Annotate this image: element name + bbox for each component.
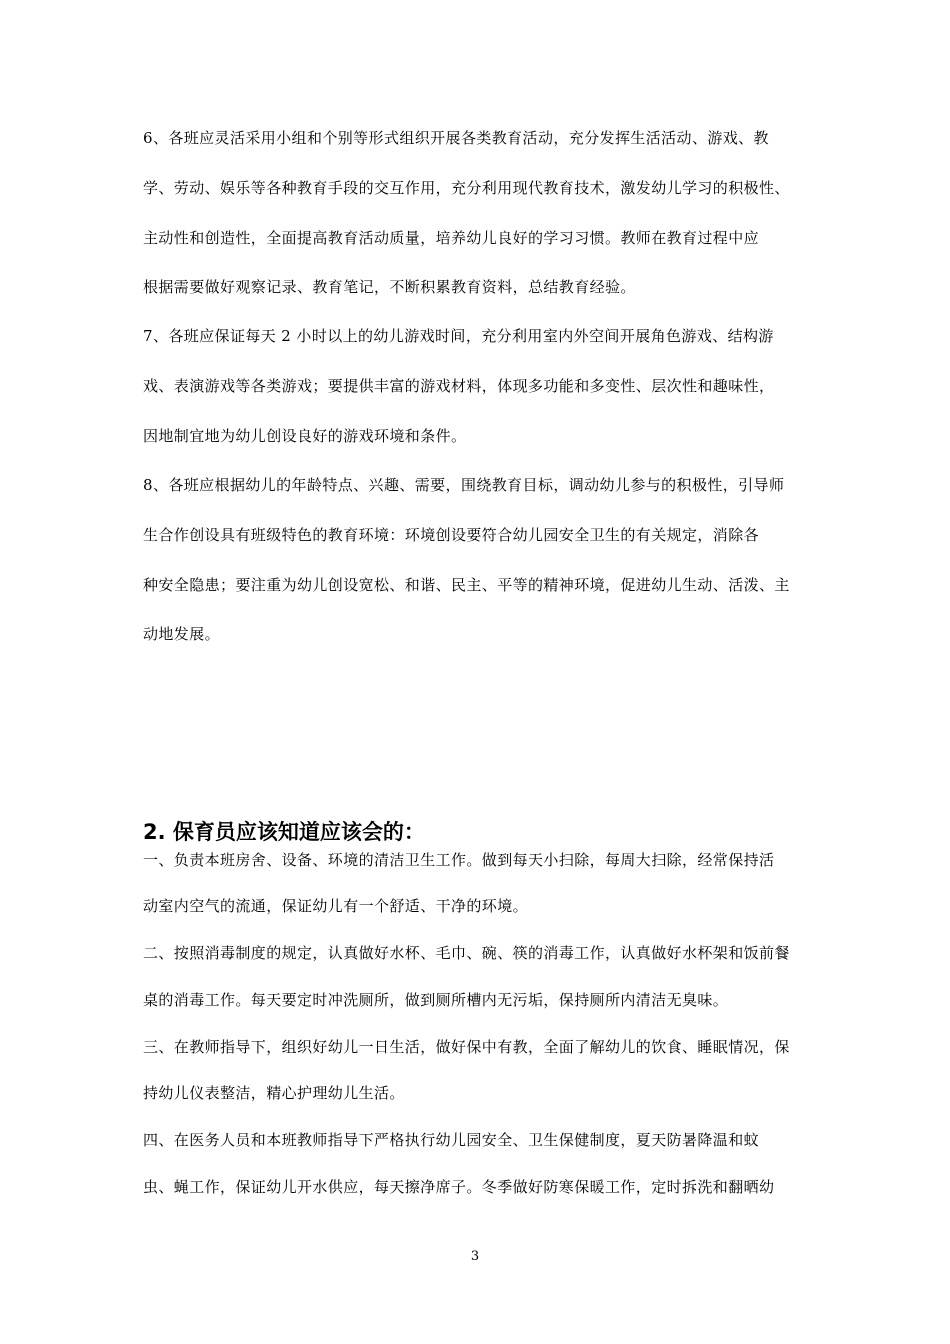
paragraph-7-line-1: 7、各班应保证每天 2 小时以上的幼儿游戏时间，充分利用室内外空间开展角色游戏、结构游: [143, 327, 774, 345]
duty-1-line-1: 一、负责本班房舍、设备、环境的清洁卫生工作。做到每天小扫除，每周大扫除，经常保持活: [143, 851, 775, 869]
section-heading: 2. 保育员应该知道应该会的：: [143, 820, 425, 844]
paragraph-8-line-2: 生合作创设具有班级特色的教育环境：环境创设要符合幼儿园安全卫生的有关规定，消除各: [143, 526, 760, 544]
paragraph-8-line-3: 种安全隐患；要注重为幼儿创设宽松、和谐、民主、平等的精神环境，促进幼儿生动、活泼、主: [143, 576, 790, 594]
page-number: 3: [470, 1249, 480, 1264]
paragraph-8-line-1: 8、各班应根据幼儿的年龄特点、兴趣、需要，围绕教育目标，调动幼儿参与的积极性，引导师: [143, 476, 785, 494]
paragraph-6-line-3: 主动性和创造性，全面提高教育活动质量，培养幼儿良好的学习习惯。教师在教育过程中应: [143, 229, 760, 247]
paragraph-7-line-2: 戏、表演游戏等各类游戏；要提供丰富的游戏材料，体现多功能和多变性、层次性和趣味性，: [143, 377, 775, 395]
paragraph-6-line-4: 根据需要做好观察记录、教育笔记，不断积累教育资料，总结教育经验。: [143, 278, 636, 296]
duty-4-line-1: 四、在医务人员和本班教师指导下严格执行幼儿园安全、卫生保健制度，夏天防暑降温和蚊: [143, 1131, 760, 1149]
duty-3-line-2: 持幼儿仪表整洁，精心护理幼儿生活。: [143, 1084, 405, 1102]
paragraph-6-line-2: 学、劳动、娱乐等各种教育手段的交互作用，充分利用现代教育技术，激发幼儿学习的积极性、: [143, 179, 790, 197]
duty-4-line-2: 虫、蝇工作，保证幼儿开水供应，每天擦净席子。冬季做好防寒保暖工作，定时拆洗和翻晒幼: [143, 1178, 775, 1196]
duty-1-line-2: 动室内空气的流通，保证幼儿有一个舒适、干净的环境。: [143, 897, 529, 915]
paragraph-8-line-4: 动地发展。: [143, 625, 221, 643]
duty-3-line-1: 三、在教师指导下，组织好幼儿一日生活，做好保中有教，全面了解幼儿的饮食、睡眠情况，保: [143, 1038, 790, 1056]
duty-2-line-1: 二、按照消毒制度的规定，认真做好水杯、毛巾、碗、筷的消毒工作，认真做好水杯架和饭前餐: [143, 944, 790, 962]
paragraph-7-line-3: 因地制宜地为幼儿创设良好的游戏环境和条件。: [143, 427, 467, 445]
duty-2-line-2: 桌的消毒工作。每天要定时冲洗厕所，做到厕所槽内无污垢，保持厕所内清洁无臭味。: [143, 991, 729, 1009]
paragraph-6-line-1: 6、各班应灵活采用小组和个别等形式组织开展各类教育活动，充分发挥生活活动、游戏、教: [143, 129, 769, 147]
